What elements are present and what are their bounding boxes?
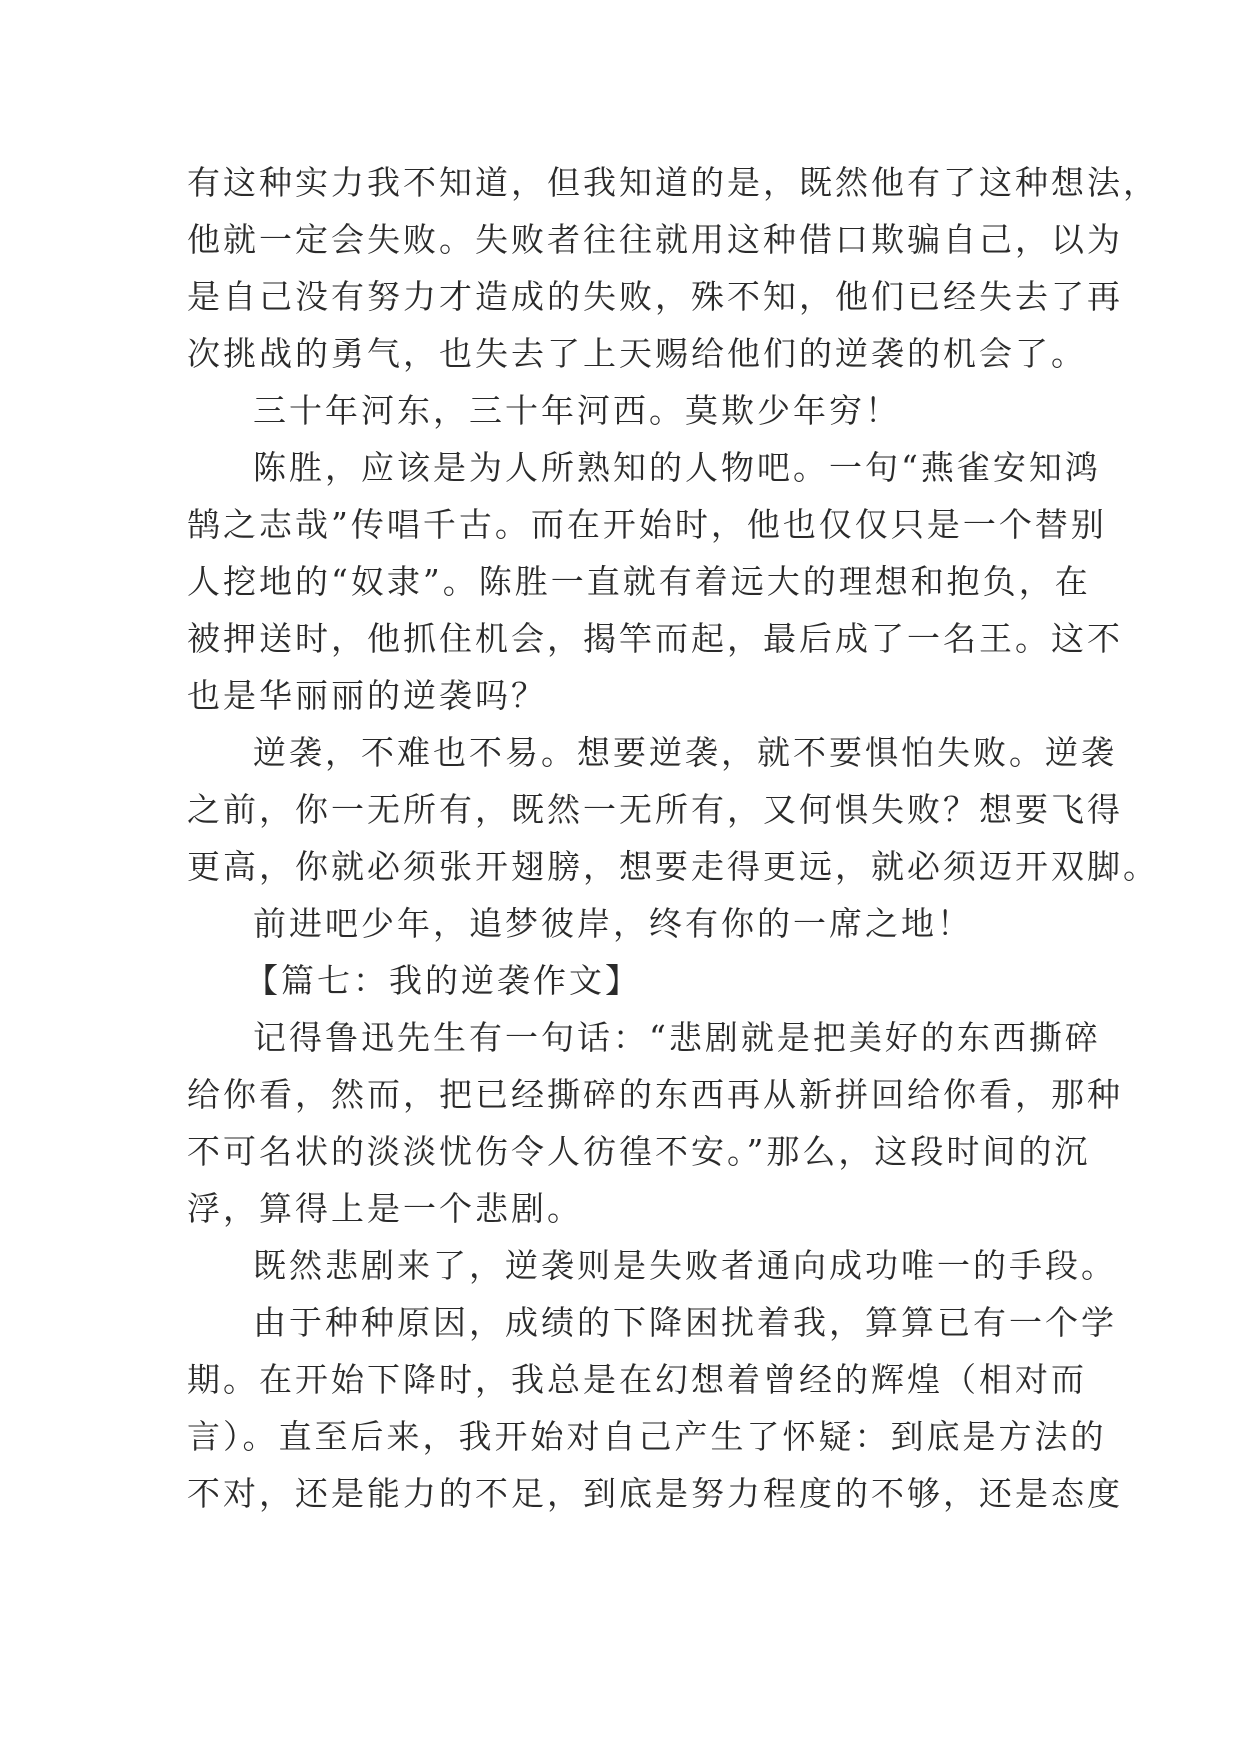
paragraph-first-line: 前进吧少年，追梦彼岸，终有你的一席之地！ <box>253 904 973 943</box>
text-line: 被押送时，他抓住机会，揭竿而起，最后成了一名王。这不 <box>187 619 1123 658</box>
body-text <box>187 154 1159 1522</box>
paragraph-first-line: 逆袭，不难也不易。想要逆袭，就不要惧怕失败。逆袭 <box>253 733 1117 772</box>
text-line: 次挑战的勇气，也失去了上天赐给他们的逆袭的机会了。 <box>187 334 1087 373</box>
text-line: 他就一定会失败。失败者往往就用这种借口欺骗自己，以为 <box>187 220 1123 259</box>
text-line: 鹄之志哉”传唱千古。而在开始时，他也仅仅只是一个替别 <box>187 505 1107 544</box>
text-line: 浮，算得上是一个悲剧。 <box>187 1189 583 1228</box>
section-heading: 【篇七：我的逆袭作文】 <box>245 961 641 1000</box>
text-line: 不可名状的淡淡忧伤令人彷徨不安。”那么，这段时间的沉 <box>187 1132 1091 1171</box>
paragraph-first-line: 陈胜，应该是为人所熟知的人物吧。一句“燕雀安知鸿 <box>253 448 1101 487</box>
text-line: 是自己没有努力才造成的失败，殊不知，他们已经失去了再 <box>187 277 1123 316</box>
text-line: 给你看，然而，把已经撕碎的东西再从新拼回给你看，那种 <box>187 1075 1123 1114</box>
paragraph-first-line: 记得鲁迅先生有一句话：“悲剧就是把美好的东西撕碎 <box>253 1018 1101 1057</box>
paragraph-first-line: 三十年河东，三十年河西。莫欺少年穷！ <box>253 391 901 430</box>
text-line: 言）。直至后来，我开始对自己产生了怀疑：到底是方法的 <box>187 1417 1107 1456</box>
text-line: 更高，你就必须张开翅膀，想要走得更远，就必须迈开双脚。 <box>187 847 1159 886</box>
text-line: 期。在开始下降时，我总是在幻想着曾经的辉煌（相对而 <box>187 1360 1087 1399</box>
paragraph-first-line: 由于种种原因，成绩的下降困扰着我，算算已有一个学 <box>253 1303 1117 1342</box>
text-line: 也是华丽丽的逆袭吗？ <box>187 676 547 715</box>
paragraph-first-line: 既然悲剧来了，逆袭则是失败者通向成功唯一的手段。 <box>253 1246 1117 1285</box>
text-line: 不对，还是能力的不足，到底是努力程度的不够，还是态度 <box>187 1474 1123 1513</box>
text-line: 人挖地的“奴隶”。陈胜一直就有着远大的理想和抱负，在 <box>187 562 1091 601</box>
text-line: 有这种实力我不知道，但我知道的是，既然他有了这种想法， <box>187 163 1159 202</box>
text-line: 之前，你一无所有，既然一无所有，又何惧失败？想要飞得 <box>187 790 1123 829</box>
